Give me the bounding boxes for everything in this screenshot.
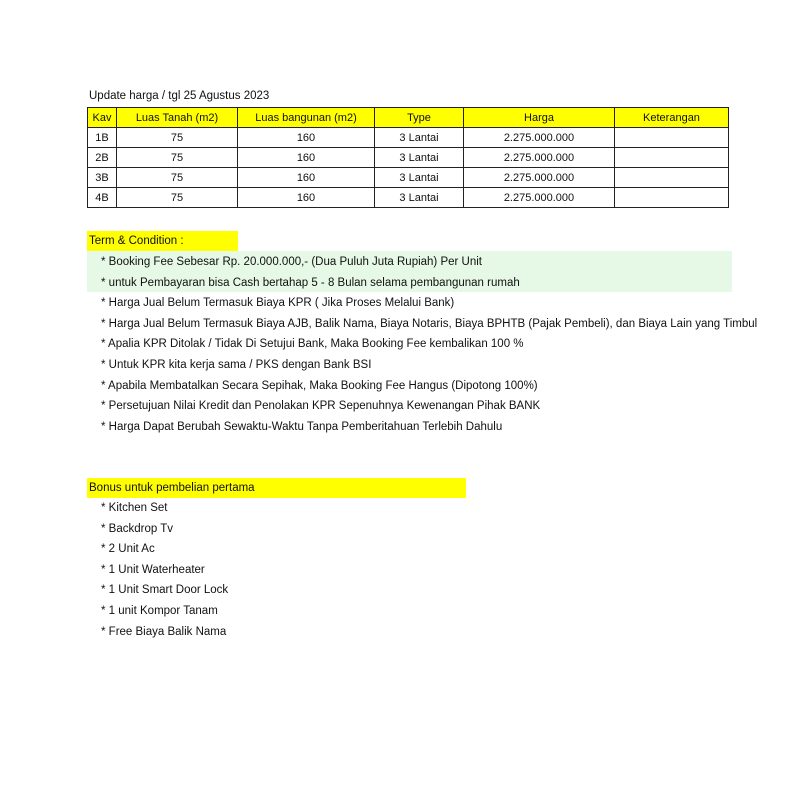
table-row	[88, 168, 729, 188]
list-item: * Harga Jual Belum Termasuk Biaya KPR ( Jika Proses Melalui Bank)	[101, 297, 455, 310]
list-item: * Untuk KPR kita kerja sama / PKS dengan Bank BSI	[101, 358, 372, 371]
table-row	[88, 128, 729, 148]
cell-luas-tanah: 75	[117, 168, 238, 188]
header-kav: Kav	[88, 108, 117, 128]
cell-luas-bangunan: 160	[238, 128, 375, 148]
bonus-title: Bonus untuk pembelian pertama	[87, 478, 466, 498]
cell-harga: 2.275.000.000	[464, 128, 615, 148]
list-item: * 1 unit Kompor Tanam	[101, 604, 218, 617]
list-item: * 1 Unit Waterheater	[101, 563, 205, 576]
list-item: * Apalia KPR Ditolak / Tidak Di Setujui Bank, Maka Booking Fee kembalikan 100 %	[101, 338, 524, 351]
terms-list	[101, 252, 757, 437]
list-item: * untuk Pembayaran bisa Cash bertahap 5 - 8 Bulan selama pembangunan rumah	[101, 276, 520, 289]
list-item: * Harga Dapat Berubah Sewaktu-Waktu Tanpa Pemberitahuan Terlebih Dahulu	[101, 420, 503, 433]
table-row	[88, 148, 729, 168]
cell-kav: 3B	[88, 168, 117, 188]
price-table	[87, 107, 729, 208]
cell-luas-tanah: 75	[117, 148, 238, 168]
list-item: * Persetujuan Nilai Kredit dan Penolakan KPR Sepenuhnya Kewenangan Pihak BANK	[101, 400, 541, 413]
header-harga: Harga	[464, 108, 615, 128]
cell-type: 3 Lantai	[375, 148, 464, 168]
bonus-list	[101, 498, 228, 642]
table-header-row	[88, 108, 729, 128]
cell-keterangan	[615, 148, 729, 168]
list-item: * Backdrop Tv	[101, 522, 174, 535]
cell-kav: 2B	[88, 148, 117, 168]
cell-type: 3 Lantai	[375, 188, 464, 208]
cell-harga: 2.275.000.000	[464, 188, 615, 208]
list-item: * Harga Jual Belum Termasuk Biaya AJB, Balik Nama, Biaya Notaris, Biaya BPHTB (Pajak Pembeli), dan Biaya Lain yang Timbul	[101, 317, 758, 330]
list-item: * Booking Fee Sebesar Rp. 20.000.000,- (Dua Puluh Juta Rupiah) Per Unit	[101, 256, 482, 268]
cell-luas-bangunan: 160	[238, 168, 375, 188]
cell-type: 3 Lantai	[375, 168, 464, 188]
header-keterangan: Keterangan	[615, 108, 729, 128]
list-item: * Apabila Membatalkan Secara Sepihak, Maka Booking Fee Hangus (Dipotong 100%)	[101, 379, 538, 392]
cell-luas-bangunan: 160	[238, 148, 375, 168]
list-item: * 1 Unit Smart Door Lock	[101, 584, 229, 597]
cell-harga: 2.275.000.000	[464, 168, 615, 188]
list-item: * Free Biaya Balik Nama	[101, 625, 227, 638]
cell-luas-tanah: 75	[117, 188, 238, 208]
list-item: * 2 Unit Ac	[101, 543, 155, 556]
cell-type: 3 Lantai	[375, 128, 464, 148]
cell-luas-tanah: 75	[117, 128, 238, 148]
cell-harga: 2.275.000.000	[464, 148, 615, 168]
header-type: Type	[375, 108, 464, 128]
table-row	[88, 188, 729, 208]
list-item: * Kitchen Set	[101, 502, 168, 514]
cell-keterangan	[615, 128, 729, 148]
header-luas-tanah: Luas Tanah (m2)	[117, 108, 238, 128]
cell-luas-bangunan: 160	[238, 188, 375, 208]
header-luas-bangunan: Luas bangunan (m2)	[238, 108, 375, 128]
cell-kav: 4B	[88, 188, 117, 208]
cell-kav: 1B	[88, 128, 117, 148]
update-date-label: Update harga / tgl 25 Agustus 2023	[89, 90, 270, 102]
cell-keterangan	[615, 168, 729, 188]
cell-keterangan	[615, 188, 729, 208]
terms-title: Term & Condition :	[87, 231, 238, 251]
